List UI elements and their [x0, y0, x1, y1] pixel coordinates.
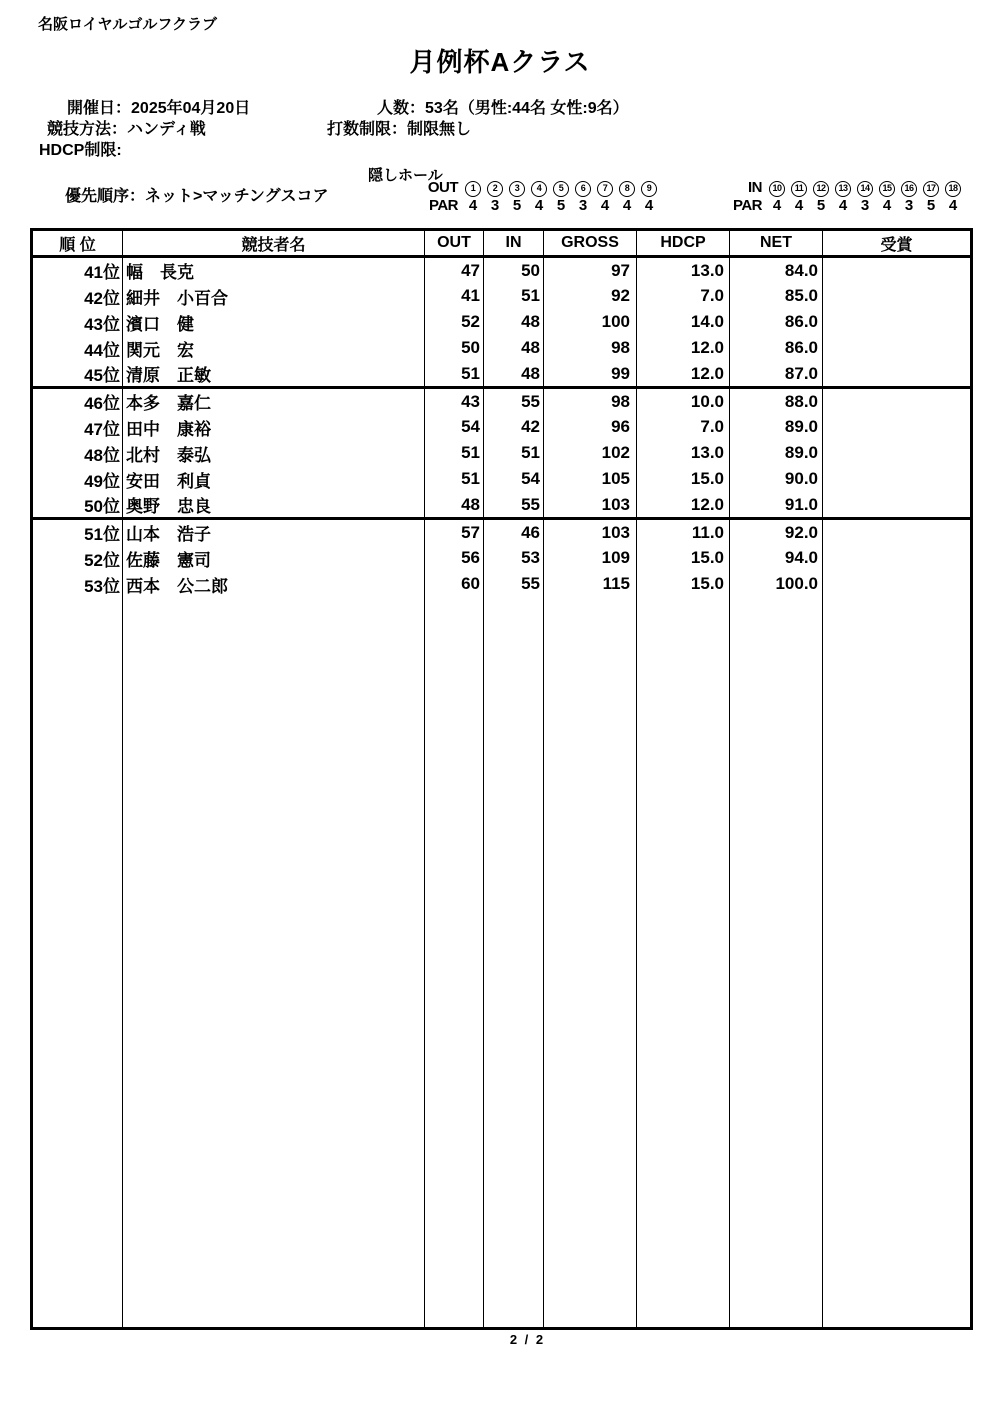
stroke-limit-line [327, 121, 471, 139]
in-cell: 55 [484, 571, 544, 597]
in-cell: 48 [484, 361, 544, 388]
name-cell: 本多 嘉仁 [123, 388, 425, 415]
rank-cell: 48位 [32, 440, 123, 466]
par-value: 3 [904, 197, 914, 214]
net-cell: 90.0 [730, 466, 823, 492]
hdcp-limit-label: HDCP制限 [39, 142, 117, 159]
priority-order-label: 優先順序 [65, 188, 130, 205]
competition-method-value: ハンディ戦 [127, 121, 206, 138]
table-row [32, 388, 972, 415]
net-cell: 89.0 [730, 440, 823, 466]
in-cell: 46 [484, 519, 544, 546]
gross-cell: 97 [544, 257, 637, 284]
col-header-award: 受賞 [823, 230, 972, 257]
name-cell: 田中 康裕 [123, 414, 425, 440]
priority-order-separator: ： [129, 188, 146, 205]
col-header-out: OUT [425, 230, 484, 257]
col-header-net: NET [730, 230, 823, 257]
net-cell: 91.0 [730, 492, 823, 519]
circled-number-icon: 16 [901, 181, 917, 197]
col-header-gross: GROSS [544, 230, 637, 257]
empty-cell [730, 597, 823, 1329]
gross-cell: 102 [544, 440, 637, 466]
competition-method-line [47, 121, 206, 139]
net-cell: 86.0 [730, 309, 823, 335]
event-date-label: 開催日 [67, 100, 116, 117]
net-cell: 85.0 [730, 283, 823, 309]
in-cell: 48 [484, 309, 544, 335]
player-count-value: 53名（男性:44名 女性:9名） [425, 100, 629, 117]
out-cell: 56 [425, 545, 484, 571]
hdcp-cell: 13.0 [637, 257, 730, 284]
gross-cell: 105 [544, 466, 637, 492]
hole-number [832, 181, 854, 197]
player-count-separator: ： [409, 100, 426, 117]
par-value: 4 [772, 197, 782, 214]
table-row [32, 466, 972, 492]
rank-cell: 43位 [32, 309, 123, 335]
rank-cell: 50位 [32, 492, 123, 519]
name-cell: 山本 浩子 [123, 519, 425, 546]
name-cell: 西本 公二郎 [123, 571, 425, 597]
in-cell: 51 [484, 440, 544, 466]
hole-number [550, 181, 572, 197]
award-cell [823, 361, 972, 388]
in-cell: 48 [484, 335, 544, 361]
empty-rows-area [32, 597, 972, 1329]
rank-cell: 45位 [32, 361, 123, 388]
hdcp-cell: 14.0 [637, 309, 730, 335]
award-cell [823, 309, 972, 335]
out-cell: 51 [425, 361, 484, 388]
col-header-in: IN [484, 230, 544, 257]
award-cell [823, 283, 972, 309]
circled-number-icon: 18 [945, 181, 961, 197]
empty-cell [425, 597, 484, 1329]
event-date-separator: ： [115, 100, 132, 117]
in-cell: 42 [484, 414, 544, 440]
par-value: 3 [490, 197, 500, 214]
out-cell: 48 [425, 492, 484, 519]
rank-cell: 53位 [32, 571, 123, 597]
empty-cell [637, 597, 730, 1329]
award-cell [823, 257, 972, 284]
hole-number [594, 181, 616, 197]
table-row [32, 361, 972, 388]
par-value: 5 [926, 197, 936, 214]
award-cell [823, 414, 972, 440]
name-cell: 濱口 健 [123, 309, 425, 335]
rank-cell: 47位 [32, 414, 123, 440]
in-label: IN [748, 179, 762, 196]
award-cell [823, 335, 972, 361]
par-value: 5 [512, 197, 522, 214]
hdcp-cell: 15.0 [637, 545, 730, 571]
empty-cell [484, 597, 544, 1329]
net-cell: 92.0 [730, 519, 823, 546]
rank-cell: 49位 [32, 466, 123, 492]
par-value: 3 [578, 197, 588, 214]
table-row [32, 440, 972, 466]
hdcp-cell: 15.0 [637, 466, 730, 492]
net-cell: 87.0 [730, 361, 823, 388]
in-cell: 53 [484, 545, 544, 571]
gross-cell: 92 [544, 283, 637, 309]
hidden-hole-out-par-row [408, 197, 660, 214]
out-cell: 52 [425, 309, 484, 335]
gross-cell: 109 [544, 545, 637, 571]
name-cell: 佐藤 憲司 [123, 545, 425, 571]
par-value: 3 [860, 197, 870, 214]
name-cell: 細井 小百合 [123, 283, 425, 309]
net-cell: 88.0 [730, 388, 823, 415]
circled-number-icon: 17 [923, 181, 939, 197]
empty-cell [32, 597, 123, 1329]
table-row [32, 545, 972, 571]
circled-number-icon: 4 [531, 181, 547, 197]
name-cell: 北村 泰弘 [123, 440, 425, 466]
hidden-hole-title: 隠しホール [368, 167, 443, 184]
hdcp-cell: 12.0 [637, 361, 730, 388]
results-table [30, 228, 973, 1330]
club-name: 名阪ロイヤルゴルフクラブ [38, 16, 217, 33]
circled-number-icon: 11 [791, 181, 807, 197]
circled-number-icon: 2 [487, 181, 503, 197]
par-value: 5 [556, 197, 566, 214]
circled-number-icon: 6 [575, 181, 591, 197]
par-value: 4 [644, 197, 654, 214]
gross-cell: 96 [544, 414, 637, 440]
out-hole-numbers [462, 178, 660, 197]
in-par-values [766, 197, 964, 214]
hole-number [462, 181, 484, 197]
hdcp-cell: 12.0 [637, 335, 730, 361]
par-value: 4 [838, 197, 848, 214]
event-date-value: 2025年04月20日 [131, 100, 251, 117]
hdcp-cell: 15.0 [637, 571, 730, 597]
stroke-limit-label: 打数制限 [327, 121, 392, 138]
circled-number-icon: 13 [835, 181, 851, 197]
out-par-values [462, 197, 660, 214]
page-title: 月例杯Aクラス [409, 47, 591, 77]
rank-cell: 42位 [32, 283, 123, 309]
table-row [32, 335, 972, 361]
gross-cell: 100 [544, 309, 637, 335]
competition-method-separator: ： [111, 121, 128, 138]
hole-number [638, 181, 660, 197]
circled-number-icon: 7 [597, 181, 613, 197]
hole-number [484, 181, 506, 197]
gross-cell: 115 [544, 571, 637, 597]
par-value: 5 [816, 197, 826, 214]
net-cell: 89.0 [730, 414, 823, 440]
circled-number-icon: 1 [465, 181, 481, 197]
in-cell: 55 [484, 492, 544, 519]
out-cell: 51 [425, 466, 484, 492]
net-cell: 86.0 [730, 335, 823, 361]
hdcp-cell: 7.0 [637, 414, 730, 440]
table-row [32, 571, 972, 597]
par-value: 4 [534, 197, 544, 214]
in-cell: 51 [484, 283, 544, 309]
col-header-hdcp: HDCP [637, 230, 730, 257]
net-cell: 94.0 [730, 545, 823, 571]
circled-number-icon: 8 [619, 181, 635, 197]
out-cell: 47 [425, 257, 484, 284]
hole-number [854, 181, 876, 197]
competition-method-label: 競技方法 [47, 121, 112, 138]
award-cell [823, 440, 972, 466]
stroke-limit-separator: ： [391, 121, 408, 138]
rank-cell: 51位 [32, 519, 123, 546]
player-count-label: 人数 [377, 100, 410, 117]
hidden-hole-out-numbers-row [408, 179, 660, 196]
name-cell: 奥野 忠良 [123, 492, 425, 519]
rank-cell: 52位 [32, 545, 123, 571]
rank-cell: 41位 [32, 257, 123, 284]
name-cell: 関元 宏 [123, 335, 425, 361]
hdcp-cell: 7.0 [637, 283, 730, 309]
out-cell: 50 [425, 335, 484, 361]
hole-number [920, 181, 942, 197]
hidden-hole-in-par-row [712, 197, 964, 214]
out-cell: 54 [425, 414, 484, 440]
circled-number-icon: 15 [879, 181, 895, 197]
stroke-limit-value: 制限無し [407, 121, 472, 138]
par-value: 4 [622, 197, 632, 214]
event-date-line [67, 100, 250, 118]
name-cell: 安田 利貞 [123, 466, 425, 492]
par-value: 4 [794, 197, 804, 214]
empty-cell [823, 597, 972, 1329]
hole-number [810, 181, 832, 197]
priority-order-line [65, 188, 328, 206]
table-row [32, 519, 972, 546]
empty-cell [123, 597, 425, 1329]
table-row [32, 257, 972, 284]
award-cell [823, 519, 972, 546]
gross-cell: 99 [544, 361, 637, 388]
gross-cell: 98 [544, 388, 637, 415]
net-cell: 84.0 [730, 257, 823, 284]
out-par-label: PAR [428, 197, 458, 214]
hole-number [766, 181, 788, 197]
gross-cell: 103 [544, 519, 637, 546]
net-cell: 100.0 [730, 571, 823, 597]
in-cell: 50 [484, 257, 544, 284]
in-cell: 54 [484, 466, 544, 492]
hdcp-cell: 13.0 [637, 440, 730, 466]
table-row [32, 414, 972, 440]
name-cell: 清原 正敏 [123, 361, 425, 388]
par-value: 4 [600, 197, 610, 214]
hdcp-cell: 11.0 [637, 519, 730, 546]
out-cell: 41 [425, 283, 484, 309]
player-count-line [377, 100, 629, 118]
par-value: 4 [948, 197, 958, 214]
in-par-label: PAR [732, 197, 762, 214]
in-cell: 55 [484, 388, 544, 415]
hole-number [572, 181, 594, 197]
circled-number-icon: 3 [509, 181, 525, 197]
award-cell [823, 545, 972, 571]
hole-number [528, 181, 550, 197]
rank-cell: 44位 [32, 335, 123, 361]
circled-number-icon: 14 [857, 181, 873, 197]
hole-number [616, 181, 638, 197]
col-header-rank: 順 位 [32, 230, 123, 257]
award-cell [823, 466, 972, 492]
hole-number [788, 181, 810, 197]
hdcp-cell: 12.0 [637, 492, 730, 519]
table-row [32, 492, 972, 519]
par-value: 4 [882, 197, 892, 214]
award-cell [823, 492, 972, 519]
name-cell: 幅 長克 [123, 257, 425, 284]
circled-number-icon: 10 [769, 181, 785, 197]
circled-number-icon: 5 [553, 181, 569, 197]
empty-cell [544, 597, 637, 1329]
results-table-body [32, 257, 972, 1329]
circled-number-icon: 9 [641, 181, 657, 197]
priority-order-value: ネット>マッチングスコア [145, 188, 329, 205]
out-cell: 43 [425, 388, 484, 415]
hole-number [942, 181, 964, 197]
table-row [32, 309, 972, 335]
award-cell [823, 388, 972, 415]
out-cell: 57 [425, 519, 484, 546]
col-header-name: 競技者名 [123, 230, 425, 257]
hole-number [506, 181, 528, 197]
page-number: 2 / 2 [509, 1332, 546, 1347]
hdcp-limit-line [39, 142, 122, 160]
gross-cell: 98 [544, 335, 637, 361]
out-label: OUT [427, 179, 458, 196]
gross-cell: 103 [544, 492, 637, 519]
in-hole-numbers [766, 178, 964, 197]
table-header-row [32, 230, 972, 257]
award-cell [823, 571, 972, 597]
out-cell: 51 [425, 440, 484, 466]
circled-number-icon: 12 [813, 181, 829, 197]
hdcp-limit-separator: : [116, 142, 122, 159]
par-value: 4 [468, 197, 478, 214]
hole-number [898, 181, 920, 197]
out-cell: 60 [425, 571, 484, 597]
hole-number [876, 181, 898, 197]
hidden-hole-in-numbers-row [712, 179, 964, 196]
rank-cell: 46位 [32, 388, 123, 415]
hdcp-cell: 10.0 [637, 388, 730, 415]
table-row [32, 283, 972, 309]
